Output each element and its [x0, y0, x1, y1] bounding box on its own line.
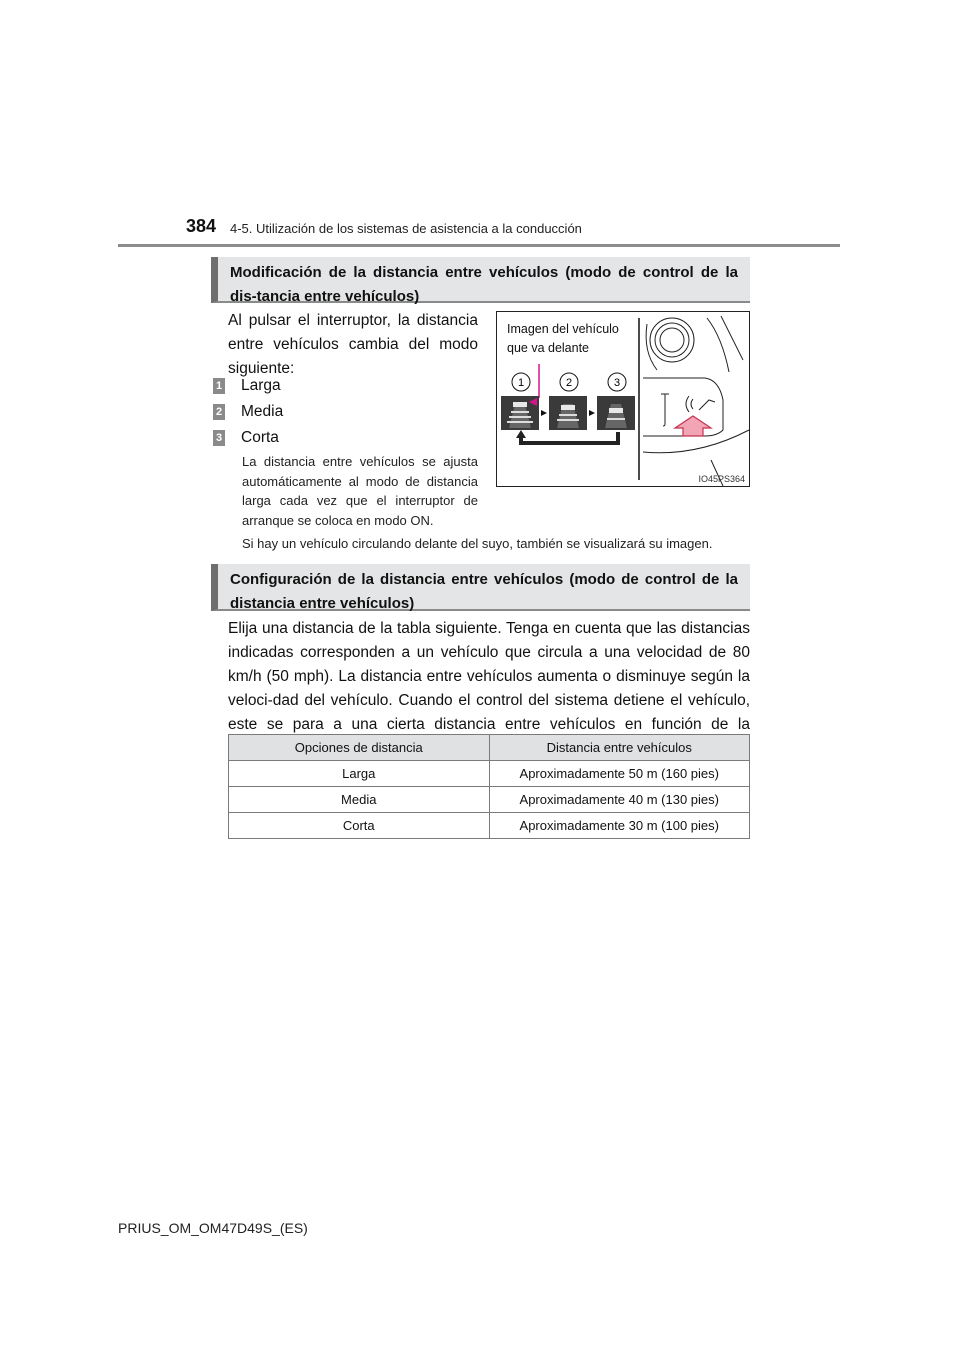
figure-drawing — [497, 312, 749, 486]
list-item-larga — [213, 375, 473, 397]
number-badge-2: 2 — [213, 404, 225, 420]
running-header: 4-5. Utilización de los sistemas de asistencia a la conducción — [230, 221, 582, 236]
section-heading-2 — [211, 564, 750, 611]
circle-label-1: 1 — [517, 377, 525, 389]
return-arrow-icon — [521, 432, 618, 443]
list-item-media — [213, 401, 473, 423]
distance-table — [228, 734, 750, 839]
circle-label-2-icon — [560, 373, 578, 391]
circle-label-2: 2 — [565, 377, 573, 389]
header-rule — [118, 244, 840, 247]
circle-label-3-icon — [608, 373, 626, 391]
table-cell-distance: Aproximadamente 30 m (100 pies) — [489, 813, 750, 839]
figure-code: IO45PS364 — [698, 474, 745, 484]
circle-label-1-icon — [512, 373, 530, 391]
section1-note-1: La distancia entre vehículos se ajusta automáticamente al modo de distancia larga cada vez que el interruptor de arranque se coloca en modo ON. — [242, 454, 478, 528]
press-arrow-icon — [675, 416, 711, 436]
display-panel-long-icon — [501, 396, 539, 430]
section2-paragraph: Elija una distancia de la tabla siguiente. Tenga en cuenta que las distancias indicadas corresponden a un vehículo que circula a una velocidad de 80 km/h (50 mph). La distancia entre vehículos aumenta o disminuye según la veloci-dad del vehículo. Cuando el control del sistema detiene el vehículo, este se para a una cierta distancia entre vehículos en función de la — [228, 620, 750, 733]
document-id: PRIUS_OM_OM47D49S_(ES) — [118, 1220, 308, 1236]
table-row — [229, 787, 750, 813]
table-header-row — [229, 735, 750, 761]
steering-wheel-switch-icon — [643, 316, 749, 486]
table-header-distance: Distancia entre vehículos — [489, 735, 750, 761]
table-cell-distance: Aproximadamente 40 m (130 pies) — [489, 787, 750, 813]
section-heading-1 — [211, 257, 750, 303]
arrow-right-icon — [541, 410, 547, 416]
figure-caption-line-2: que va delante — [507, 341, 590, 355]
number-badge-3: 3 — [213, 430, 225, 446]
figure-caption-line-1: Imagen del vehículo — [507, 322, 619, 336]
circle-label-3: 3 — [613, 377, 621, 389]
section1-intro: Al pulsar el interruptor, la distancia entre vehículos cambia del modo siguiente: — [228, 312, 478, 377]
section1-note-2: Si hay un vehículo circulando delante del suyo, también se visualizará su imagen. — [242, 536, 713, 551]
table-header-options: Opciones de distancia — [229, 735, 490, 761]
display-panel-short-icon — [597, 396, 635, 430]
number-badge-1: 1 — [213, 378, 225, 394]
table-row — [229, 761, 750, 787]
table-row — [229, 813, 750, 839]
table-cell-option: Corta — [229, 813, 490, 839]
list-label-1: Larga — [241, 377, 281, 394]
distance-mode-illustration — [496, 311, 750, 487]
table-cell-option: Media — [229, 787, 490, 813]
table-cell-option: Larga — [229, 761, 490, 787]
section-title-1: Modificación de la distancia entre vehículos (modo de control de la dis-tancia entre vehículos) — [230, 264, 738, 305]
list-label-3: Corta — [241, 429, 279, 446]
table-cell-distance: Aproximadamente 50 m (160 pies) — [489, 761, 750, 787]
display-panel-medium-icon — [549, 396, 587, 430]
page-number: 384 — [186, 216, 217, 236]
list-item-corta — [213, 427, 473, 449]
arrow-right-icon — [589, 410, 595, 416]
list-label-2: Media — [241, 403, 284, 420]
section-title-2: Configuración de la distancia entre vehículos (modo de control de la distancia entre vehículos) — [230, 571, 738, 612]
return-arrow-head-icon — [516, 430, 526, 438]
